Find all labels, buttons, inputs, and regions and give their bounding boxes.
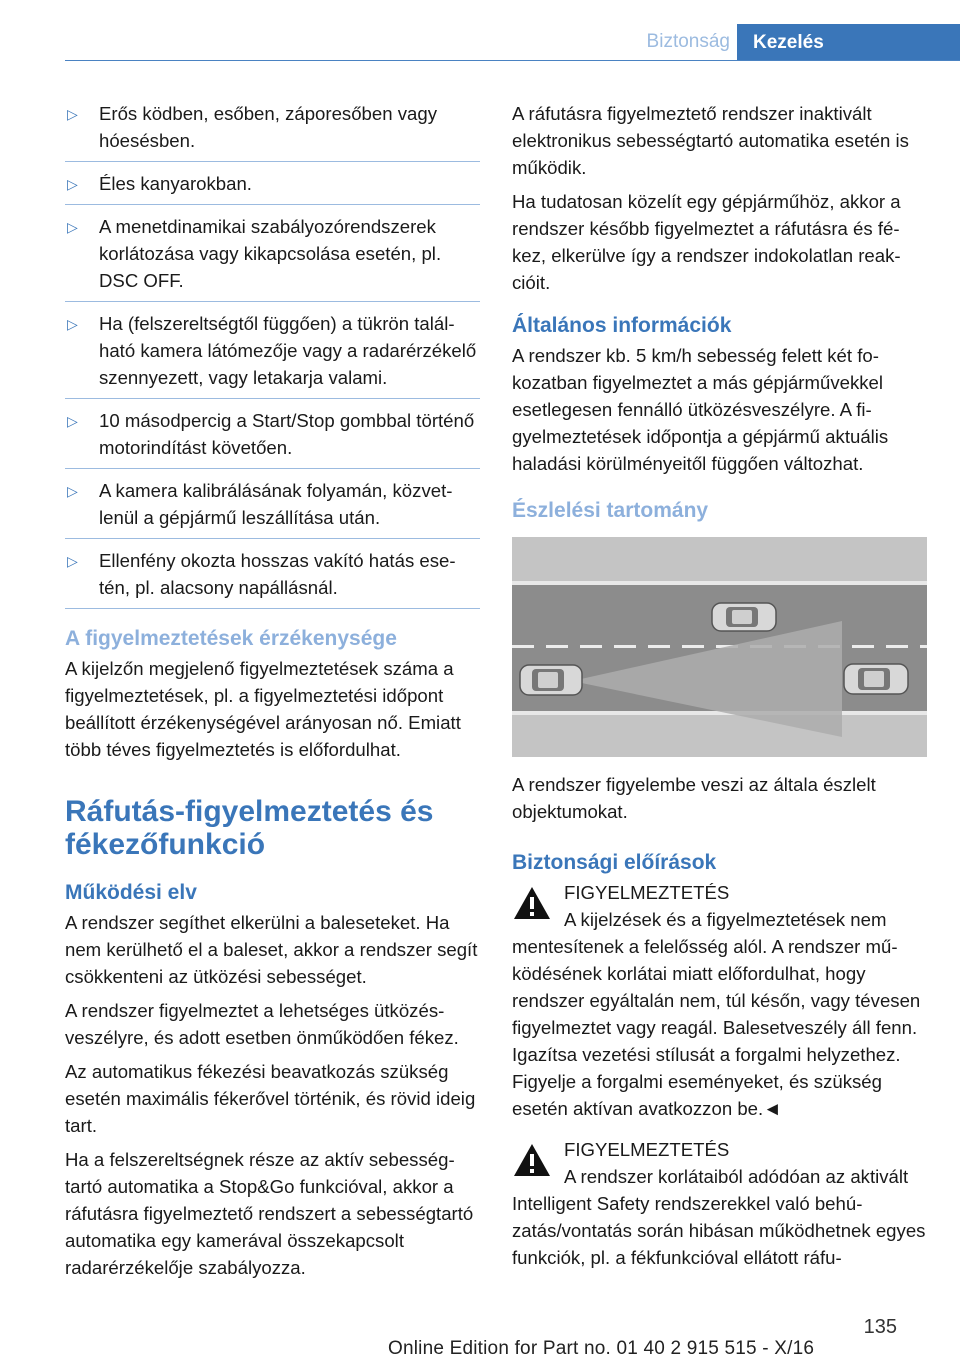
warning-triangle-icon <box>512 1142 552 1178</box>
car-icon <box>520 665 582 695</box>
warning-title: FIGYELMEZTETÉS <box>564 1139 730 1160</box>
triangle-bullet-icon: ▷ <box>67 106 78 122</box>
sensitivity-text: A kijelzőn megjelenő figyelmeztetések száma a figyelmeztetések, pl. a figyelmeztetési időpont beállított érzékenységével arányosan nő. Emiatt több téves figyelmeztetés is előfordulhat. <box>65 658 461 760</box>
intro-paragraph-1: A ráfutásra figyelmeztető rendszer inaktivált elektronikus sebességtartó automatika esetén is működik. <box>512 103 909 178</box>
figure-caption: A rendszer figyelembe veszi az általa észlelt objektumokat. <box>512 774 876 822</box>
right-column <box>512 100 927 1278</box>
list-item: ▷ A menetdinamikai szabályozórendszerek korlátozása vagy kikapcsolása esetén, pl. DSC OFF. <box>65 213 480 302</box>
general-heading: Általános információk <box>512 314 732 337</box>
warning-triangle-icon <box>512 885 552 921</box>
warning-title: FIGYELMEZTETÉS <box>564 882 730 903</box>
list-item: ▷ Ha (felszereltségtől függően) a tükrön található kamera látómezője vagy a radarérzékelő szennyezett, vagy letakarja valami. <box>65 310 480 399</box>
list-item: ▷ Éles kanyarokban. <box>65 170 480 205</box>
list-item: ▷ Ellenfény okozta hosszas vakító hatás esetén, pl. alacsony napállásnál. <box>65 547 480 609</box>
triangle-bullet-icon: ▷ <box>67 413 78 429</box>
sensitivity-heading: A figyelmeztetések érzékenysége <box>65 627 397 650</box>
list-item: ▷ 10 másodpercig a Start/Stop gombbal történő motorindítást követően. <box>65 407 480 469</box>
header-section: Biztonság <box>646 31 730 52</box>
main-heading: Ráfutás-figyelmeztetés és fékezőfunkció <box>65 795 434 861</box>
triangle-bullet-icon: ▷ <box>67 316 78 332</box>
online-edition-note: Online Edition for Part no. 01 40 2 915 515 - X/16 <box>388 1338 815 1359</box>
header-tab: Kezelés <box>737 24 960 61</box>
range-heading: Észlelési tartomány <box>512 499 709 522</box>
car-icon <box>712 603 776 631</box>
principle-paragraph-4: Ha a felszereltségnek része az aktív sebességtartó automatika a Stop&Go funkcióval, akkor a ráfutásra figyelmeztető rendszert a sebességtartó automatika egy kamerával összekapcsolt radarérzékelője szabályozza. <box>65 1149 474 1278</box>
left-column <box>65 100 480 1288</box>
intro-paragraph-2: Ha tudatosan közelít egy gépjárműhöz, akkor a rendszer később figyelmeztet a ráfutásra és fékez, elkerülve így a rendszer indokolatlan reakcióit. <box>512 191 901 293</box>
principle-paragraph-3: Az automatikus fékezési beavatkozás szükség esetén maximális fékerővel történik, és rövid ideig tart. <box>65 1061 476 1136</box>
triangle-bullet-icon: ▷ <box>67 483 78 499</box>
detection-range-figure <box>512 537 927 757</box>
principle-paragraph-1: A rendszer segíthet elkerülni a baleseteket. Ha nem kerülhető el a baleset, akkor a rendszer segít csökkenteni az ütközési sebességet. <box>65 912 478 987</box>
condition-list <box>65 100 480 609</box>
triangle-bullet-icon: ▷ <box>67 553 78 569</box>
principle-heading: Működési elv <box>65 881 197 904</box>
list-item: ▷ A kamera kalibrálásának folyamán, közvetlenül a gépjármű leszállítása után. <box>65 477 480 539</box>
warning-block <box>512 879 927 1122</box>
warning-block <box>512 1136 927 1271</box>
triangle-bullet-icon: ▷ <box>67 219 78 235</box>
page-number: 135 <box>863 1316 897 1338</box>
warning-text: A rendszer korlátaiból adódóan az aktivált Intelligent Safety rendszerekkel való behúzatás/vontatás során hibásan működhetnek egyes funkciók, pl. a fékfunkcióval ellátott ráfu- <box>512 1166 926 1268</box>
warning-text: A kijelzések és a figyelmeztetések nem mentesítenek a felelősség alól. A rendszer működésének korlátai miatt előfordulhat, hogy rendszer egyáltalán nem, túl későn, vagy tévesen figyelmeztet vagy reagál. Balesetveszély áll fenn. Igazítsa vezetési stílusát a forgalmi helyzethez. Figyelje a forgalmi eseményeket, és szükség esetén aktívan avatkozzon be.◄ <box>512 909 921 1119</box>
car-icon <box>844 664 908 694</box>
list-item: ▷ Erős ködben, esőben, záporesőben vagy hóesésben. <box>65 100 480 162</box>
safety-heading: Biztonsági előírások <box>512 851 717 874</box>
principle-paragraph-2: A rendszer figyelmeztet a lehetséges ütközésveszélyre, és adott esetben önműködően fékez. <box>65 1000 459 1048</box>
header-rule <box>65 60 960 61</box>
triangle-bullet-icon: ▷ <box>67 176 78 192</box>
general-text: A rendszer kb. 5 km/h sebesség felett két fokozatban figyelmeztet a más gépjárművekkel esetlegesen fennálló ütközésveszélyre. A figyelmeztetések időpontja a gépjármű aktuális haladási körülményeitől függően változhat. <box>512 345 889 474</box>
road-illustration-icon <box>512 537 927 757</box>
